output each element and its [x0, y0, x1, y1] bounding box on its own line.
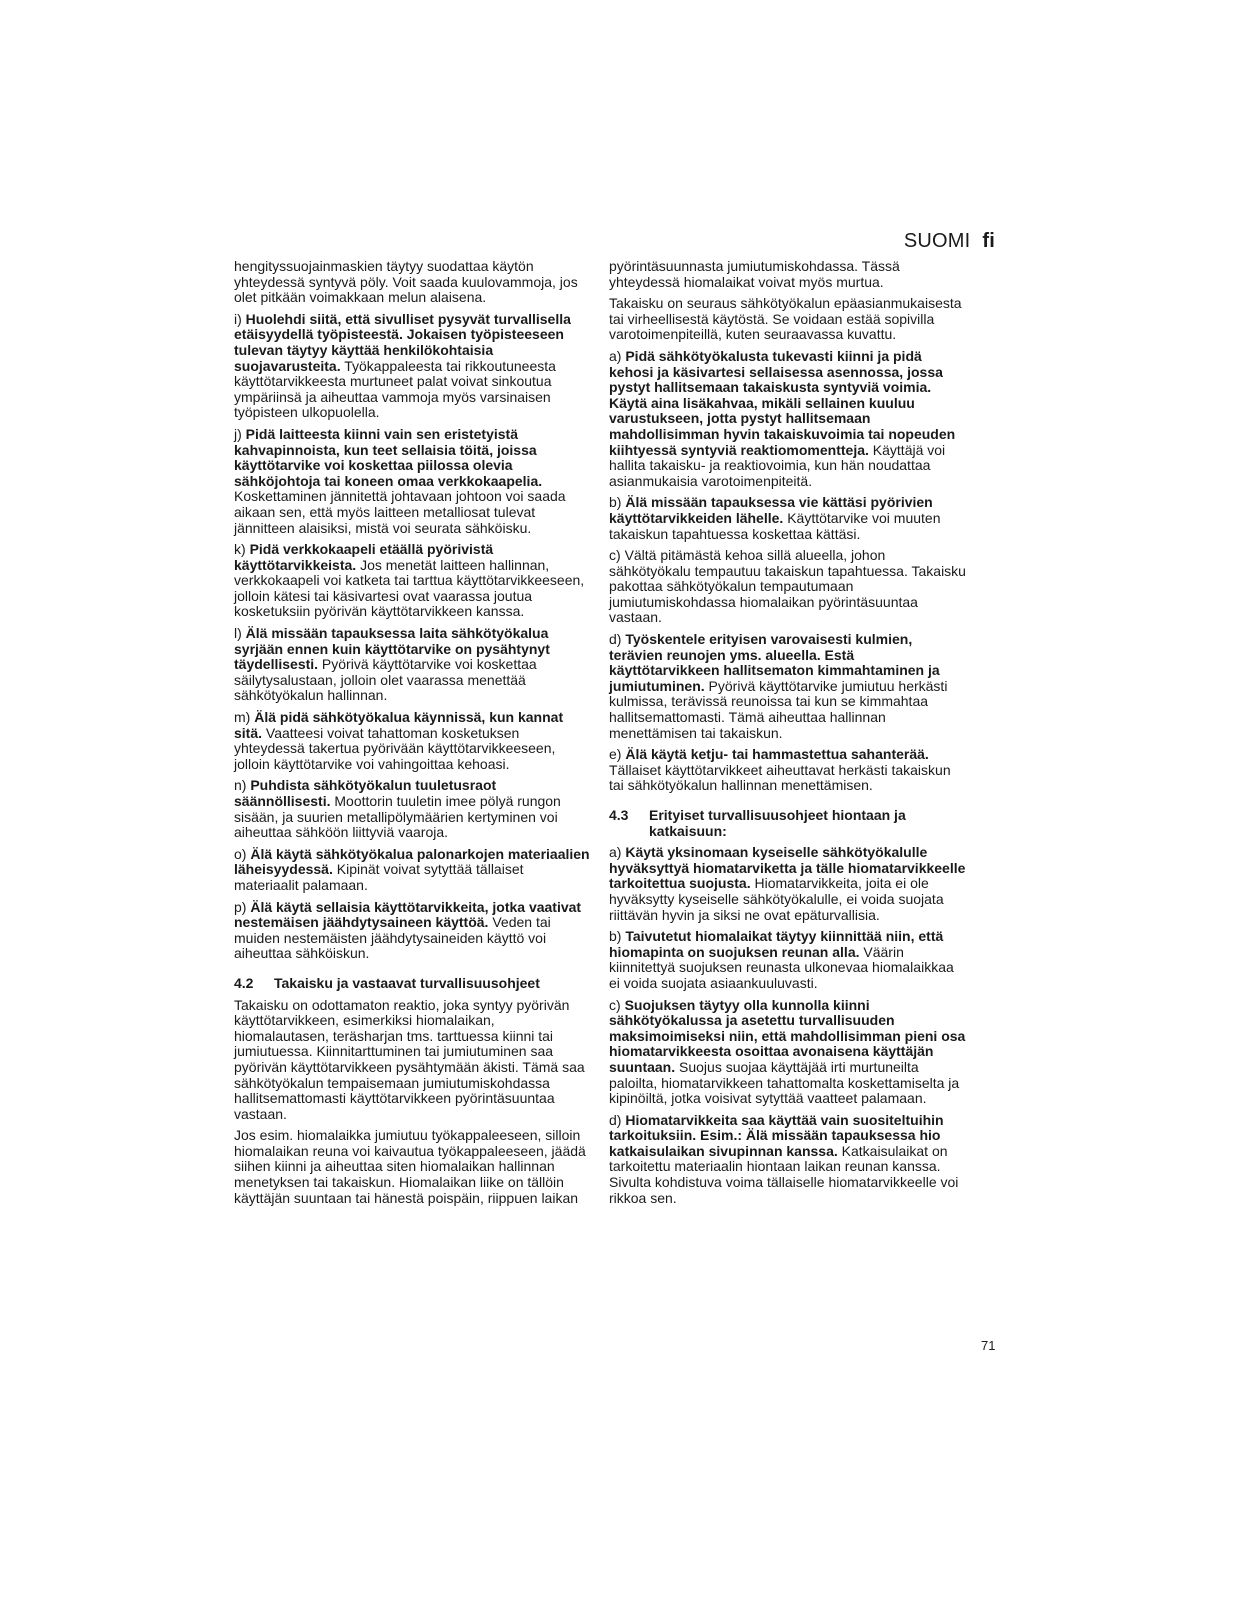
item-marker: k) [234, 541, 250, 558]
item-marker: a) [609, 347, 626, 364]
paragraph-text: Pyörivä käyttötarvike voi koskettaa säilytysalustaan, jolloin olet vaarassa menettää sähkötyökalun hallinnan. [234, 656, 537, 704]
paragraph-text: Hiomatarvikkeita, joita ei ole hyväksytty kyseiselle sähkötyökalulle, ei voida suojata riittävän hyvin ja siksi ne ovat epäturvallisia. [609, 875, 944, 923]
paragraph-text: Käyttötarvike voi muuten takaiskun tapahtuessa koskettaa kättäsi. [609, 509, 941, 542]
item-marker: e) [609, 746, 626, 763]
item-marker: c) [609, 547, 625, 564]
item-marker: c) [609, 996, 625, 1013]
page-header [904, 230, 995, 253]
paragraph [609, 349, 966, 489]
paragraph [234, 998, 591, 1123]
item-marker: o) [234, 845, 251, 862]
item-marker: n) [234, 777, 251, 794]
paragraph [234, 900, 591, 962]
paragraph [609, 296, 966, 343]
paragraph-text: Vältä pitämästä kehoa sillä alueella, johon sähkötyökalu tempautuu takaiskun tapahtuessa. Takaisku pakottaa sähkötyökalun tempautumaan jumiutumiskohdassa hiomalaikan pyörintäsuuntaa vastaan. [609, 547, 966, 626]
paragraph-bold-lead: Älä käytä sellaisia käyttötarvikkeita, jotka vaativat nestemäisen jäähdytysaineen käyttöä. [234, 898, 582, 931]
item-marker: d) [609, 1111, 626, 1128]
paragraph [609, 845, 966, 923]
paragraph-text: Veden tai muiden nestemäisten jäähdytysaineiden käyttö voi aiheuttaa sähköiskun. [234, 914, 551, 962]
item-marker: b) [609, 928, 626, 945]
item-marker: j) [234, 425, 246, 442]
paragraph-bold-lead: Pidä laitteesta kiinni vain sen eristetyistä kahvapinnoista, kun teet sellaisia töitä, joissa käyttötarvike voi koskettaa piilossa olevia sähköjohtoja tai koneen omaa verkkokaapelia. [234, 425, 543, 489]
section-heading [609, 808, 966, 839]
paragraph-bold-lead: Suojuksen täytyy olla kunnolla kiinni sähkötyökalussa ja asetettu turvallisuuden maksimoimiseksi niin, että mahdollisimman pieni osa hiomatarvikkeesta osoittaa avonaisena käyttäjän suuntaan. [609, 996, 966, 1075]
paragraph-text: Takaisku on odottamaton reaktio, joka syntyy pyörivän käyttötarvikkeen, esimerkiksi hiomalaikan, hiomalautasen, teräsharjan tms. tarttuessa kiinni tai jumiutuessa. Kiinnitarttuminen tai jumiutuminen saa pyörivän käyttötarvikkeen pysähtymään äkisti. Tämä saa sähkötyökalun tempaisemaan jumiutumiskohdassa hallitsemattomasti käyttötarvikkeen pyörintäsuuntaa vastaan. [234, 996, 585, 1122]
paragraph-text: Pyörivä käyttötarvike jumiutuu herkästi kulmissa, terävissä reunoissa tai kun se kimmahtaa hallitsemattomasti. Tämä aiheuttaa hallinnan menettämisen tai takaiskun. [609, 677, 948, 741]
paragraph-text: Työkappaleesta tai rikkoutuneesta käyttötarvikkeesta murtuneet palat voivat sinkoutua ympäriinsä ja aiheuttaa vammoja myös varsinaisen työpisteen ulkopuolella. [234, 357, 556, 421]
paragraph [234, 259, 591, 306]
paragraph [609, 929, 966, 991]
paragraph [234, 626, 591, 704]
section-title: Erityiset turvallisuusohjeet hiontaan ja katkaisuun: [649, 807, 906, 839]
paragraph [234, 710, 591, 772]
paragraph-text: hengityssuojainmaskien täytyy suodattaa käytön yhteydessä syntyvä pöly. Voit saada kuulovammoja, jos olet pitkään voimakkaan melun alaisena. [234, 258, 578, 306]
section-heading [234, 976, 591, 992]
paragraph [234, 312, 591, 421]
paragraph [609, 548, 966, 626]
paragraph [609, 259, 966, 290]
paragraph-bold-lead: Puhdista sähkötyökalun tuuletusraot säännöllisesti. [234, 777, 497, 809]
paragraph-text: Vaatteesi voivat tahattoman kosketuksen yhteydessä takertua pyörivään käyttötarvikkeeseen, jolloin käyttötarvike voi vahingoittaa kehoasi. [234, 724, 556, 772]
paragraph [609, 632, 966, 741]
paragraph [234, 1128, 591, 1206]
item-marker: d) [609, 631, 626, 648]
item-marker: m) [234, 709, 255, 726]
page-number: 71 [981, 1338, 996, 1353]
paragraph [234, 847, 591, 894]
paragraph [609, 998, 966, 1107]
paragraph-bold-lead: Huolehdi siitä, että sivulliset pysyvät turvallisella etäisyydellä työpisteestä. Jokaisen työpisteeseen tulevan täytyy käyttää henkilökohtaisia suojavarusteita. [234, 310, 571, 374]
paragraph [234, 542, 591, 620]
paragraph-bold-lead: Älä missään tapauksessa laita sähkötyökalua syrjään ennen kuin käyttötarvike on pysähtynyt täydellisesti. [234, 625, 550, 673]
paragraph-text: Jos menetät laitteen hallinnan, verkkokaapeli voi katketa tai tarttua käyttötarvikkeeseen, jolloin kätesi tai käsivartesi ovat vaarassa joutua kosketuksiin pyörivän käyttötarvikkeen kanssa. [234, 556, 585, 620]
paragraph-bold-lead: Älä käytä sähkötyökalua palonarkojen materiaalien läheisyydessä. [234, 845, 590, 878]
item-marker: b) [609, 494, 626, 511]
paragraph-text: Katkaisulaikat on tarkoitettu materiaalin hiontaan laikan reunan kanssa. Sivulta kohdistuva voima tällaiselle hiomatarvikkeelle voi rikkoa sen. [609, 1142, 959, 1206]
paragraph-bold-lead: Käytä yksinomaan kyseiselle sähkötyökalulle hyväksyttyä hiomatarviketta ja tälle hiomatarvikkeelle tarkoitettua suojusta. [609, 844, 966, 892]
section-title: Takaisku ja vastaavat turvallisuusohjeet [274, 974, 540, 991]
paragraph-text: Moottorin tuuletin imee pölyä rungon sisään, ja suurien metallipölymäärien kertyminen voi aiheuttaa sähköön liittyviä vaaroja. [234, 793, 561, 841]
paragraph [234, 778, 591, 840]
paragraph-bold-lead: Taivutetut hiomalaikat täytyy kiinnittää niin, että hiomapinta on suojuksen reunan alla. [609, 928, 944, 960]
paragraph-text: Käyttäjä voi hallita takaisku- ja reaktiovoimia, kun hän noudattaa asianmukaisia varotoimenpiteitä. [609, 441, 946, 489]
paragraph-bold-lead: Hiomatarvikkeita saa käyttää vain suositeltuihin tarkoituksiin. Esim.: Älä missään tapauksessa hio katkaisulaikan sivupinnan kanssa. [609, 1111, 944, 1159]
paragraph-text: Väärin kiinnitettyä suojuksen reunasta ulkonevaa hiomalaikkaa ei voida suojata asiaankuuluvasti. [609, 943, 954, 991]
paragraph [234, 427, 591, 536]
paragraph [609, 495, 966, 542]
item-marker: l) [234, 625, 246, 642]
left-column [234, 259, 591, 1212]
item-marker: a) [609, 844, 626, 861]
section-number: 4.2 [234, 974, 254, 991]
paragraph-bold-lead: Työskentele erityisen varovaisesti kulmien, terävien reunojen yms. alueella. Estä käyttötarvikkeen hallitsematon kimmahtaminen ja jumiutuminen. [609, 631, 940, 694]
section-number: 4.3 [609, 807, 629, 823]
paragraph-text: pyörintäsuunnasta jumiutumiskohdassa. Tässä yhteydessä hiomalaikat voivat myös murtua. [609, 258, 900, 290]
paragraph-text: Jos esim. hiomalaikka jumiutuu työkappaleeseen, silloin hiomalaikan reuna voi kaivautua työkappaleeseen, jäädä siihen kiinni ja aiheuttaa siten hiomalaikan hallinnan menetyksen tai takaiskun. Hiomalaikan liike on tällöin käyttäjän suuntaan tai hänestä poispäin, riippuen laikan [234, 1127, 586, 1206]
paragraph-bold-lead: Pidä sähkötyökalusta tukevasti kiinni ja pidä kehosi ja käsivartesi sellaisessa asennossa, jossa pystyt hallitsemaan takaiskusta syntyviä voimia. Käytä aina lisäkahvaa, mikäli sellainen kuuluu varustukseen, jotta pystyt hallitsemaan mahdollisimman hyvin takaiskuvoimia tai nopeuden kiihtyessä syntyviä reaktiomomentteja. [609, 347, 956, 458]
paragraph-text: Tällaiset käyttötarvikkeet aiheuttavat herkästi takaiskun tai sähkötyökalun hallinnan menettämisen. [609, 761, 951, 794]
paragraph-bold-lead: Älä käytä ketju- tai hammastettua sahanterää. [625, 746, 929, 763]
item-marker: p) [234, 898, 251, 915]
paragraph [609, 1113, 966, 1207]
paragraph-bold-lead: Älä pidä sähkötyökalua käynnissä, kun kannat sitä. [234, 709, 564, 741]
paragraph-text: Kipinät voivat sytyttää tällaiset materiaalit palamaan. [234, 861, 524, 893]
right-column [609, 259, 966, 1212]
paragraph-text: Koskettaminen jännitettä johtavaan johtoon voi saada aikaan sen, että myös laitteen metalliosat tulevat jännitteen alaisiksi, mistä voi seurata sähköisku. [234, 488, 566, 536]
paragraph-bold-lead: Älä missään tapauksessa vie kättäsi pyörivien käyttötarvikkeiden lähelle. [609, 494, 933, 526]
paragraph-bold-lead: Pidä verkkokaapeli etäällä pyörivistä käyttötarvikkeista. [234, 541, 494, 573]
paragraph-text: Suojus suojaa käyttäjää irti murtuneilta paloilta, hiomatarvikkeen tahattomalta koskettamiselta ja kipinöiltä, jotka voisivat sytyttää vaatteet palamaan. [609, 1058, 960, 1107]
language-label: SUOMI [903, 230, 971, 252]
paragraph-text: Takaisku on seuraus sähkötyökalun epäasianmukaisesta tai virheellisestä käytöstä. Se voidaan estää sopivilla varotoimenpiteillä, kuten seuraavassa kuvattu. [609, 295, 962, 343]
language-code: fi [982, 230, 995, 252]
paragraph [609, 747, 966, 794]
item-marker: i) [234, 310, 246, 327]
